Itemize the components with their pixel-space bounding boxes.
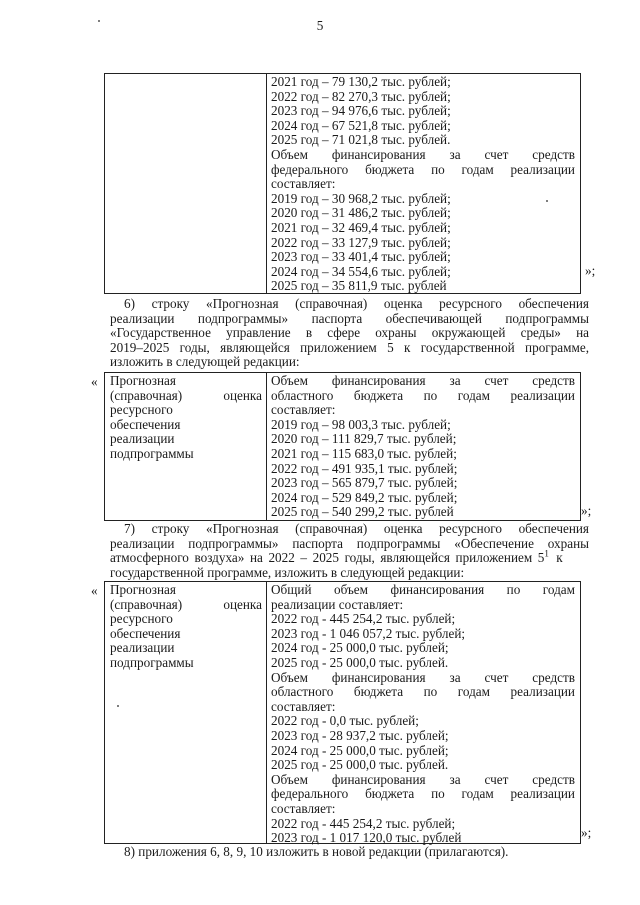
- paragraph-6: [110, 297, 589, 370]
- table-2-open-quote: «: [91, 374, 98, 389]
- table-2-line: 2024 год – 529 849,2 тыс. рублей;: [271, 489, 458, 505]
- table-2-close-quote: »;: [581, 503, 592, 518]
- table-2-line: Объем финансирования за счет средств: [271, 373, 575, 388]
- table-3-line: Объем финансирования за счет средств: [271, 771, 575, 787]
- paragraph-6-line: изложить в следующей редакции:: [110, 354, 300, 370]
- table-2-line: 2021 год – 115 683,0 тыс. рублей;: [271, 445, 457, 461]
- paragraph-7-line: атмосферного воздуха» на 2022 – 2025 годы, являющейся приложением 5: [110, 550, 545, 566]
- table-1-line: 2024 год – 34 554,6 тыс. рублей;: [271, 263, 451, 279]
- table-3-left-line: обеспечения: [110, 625, 181, 641]
- table-2: [104, 372, 581, 521]
- table-1-line: 2022 год – 82 270,3 тыс. рублей;: [271, 88, 451, 104]
- table-2-left-line: реализации: [110, 431, 175, 447]
- table-3-line: 2023 год - 1 046 057,2 тыс. рублей;: [271, 625, 466, 641]
- table-1-line: 2024 год – 67 521,8 тыс. рублей;: [271, 117, 451, 133]
- table-2-left-line: подпрограммы: [110, 445, 194, 461]
- scan-speck: [98, 20, 100, 22]
- paragraph-6-line: реализации подпрограммы» паспорта обеспечивающей подпрограммы: [110, 310, 589, 326]
- table-3-line: 2022 год - 445 254,2 тыс. рублей;: [271, 815, 456, 831]
- table-1: [104, 73, 581, 294]
- table-1-line: 2019 год – 30 968,2 тыс. рублей;: [271, 190, 451, 206]
- table-1-line: 2022 год – 33 127,9 тыс. рублей;: [271, 234, 451, 250]
- table-3-line: 2025 год - 25 000,0 тыс. рублей.: [271, 654, 449, 670]
- scan-speck: [117, 705, 119, 707]
- table-3-line: областного бюджета по годам реализации: [271, 684, 575, 700]
- table-2-left-line: ресурсного: [110, 402, 173, 418]
- table-2-left-cell: [105, 373, 267, 520]
- table-3-line: федерального бюджета по годам реализации: [271, 786, 575, 802]
- table-3: [104, 581, 581, 844]
- table-3-left-line: подпрограммы: [110, 654, 194, 670]
- table-1-left-cell: [105, 74, 267, 293]
- paragraph-8-line: 8) приложения 6, 8, 9, 10 изложить в новой редакции (прилагаются).: [124, 844, 509, 859]
- table-3-line: 2024 год - 25 000,0 тыс. рублей;: [271, 742, 449, 758]
- table-2-line: 2025 год – 540 299,2 тыс. рублей: [271, 504, 454, 520]
- table-2-line: 2023 год – 565 879,7 тыс. рублей;: [271, 475, 458, 491]
- table-3-close-quote: »;: [581, 825, 592, 840]
- table-3-line: составляет:: [271, 698, 336, 714]
- superscript: 1: [544, 548, 549, 559]
- paragraph-7-line: 7) строку «Прогнозная (справочная) оценка ресурсного обеспечения: [124, 521, 589, 536]
- table-3-open-quote: «: [91, 583, 98, 598]
- paragraph-8: [110, 845, 589, 860]
- table-2-right-cell: [267, 373, 579, 520]
- paragraph-7-line-with-sup: [110, 548, 589, 566]
- paragraph-7-tail: к: [552, 550, 563, 566]
- table-3-line: Объем финансирования за счет средств: [271, 669, 575, 685]
- paragraph-6-line: «Государственное управление в сфере охраны окружающей среды» на: [110, 325, 589, 341]
- scan-speck: [546, 200, 548, 202]
- table-3-line: составляет:: [271, 800, 336, 816]
- page-number: 5: [316, 18, 324, 33]
- table-2-line: 2019 год – 98 003,3 тыс. рублей;: [271, 416, 451, 432]
- table-1-line: 2025 год – 71 021,8 тыс. рублей.: [271, 132, 451, 148]
- table-1-line: 2021 год – 32 469,4 тыс. рублей;: [271, 219, 451, 235]
- table-3-line: 2023 год - 28 937,2 тыс. рублей;: [271, 727, 449, 743]
- paragraph-7-line: реализации подпрограммы» паспорта подпрограммы «Обеспечение охраны: [110, 535, 589, 551]
- table-3-line: 2024 год - 25 000,0 тыс. рублей;: [271, 640, 449, 656]
- table-1-line: 2021 год – 79 130,2 тыс. рублей;: [271, 74, 451, 89]
- table-1-line: 2025 год – 35 811,9 тыс. рублей: [271, 278, 447, 294]
- table-3-left-line: Прогнозная: [110, 582, 176, 597]
- table-3-line: 2025 год - 25 000,0 тыс. рублей.: [271, 757, 449, 773]
- table-3-left-cell: [105, 582, 267, 843]
- table-1-line: 2023 год – 33 401,4 тыс. рублей;: [271, 249, 451, 265]
- table-1-line: Объем финансирования за счет средств: [271, 146, 575, 162]
- table-2-line: областного бюджета по годам реализации: [271, 387, 575, 403]
- table-3-line: 2022 год - 0,0 тыс. рублей;: [271, 713, 419, 729]
- table-3-right-cell: [267, 582, 579, 846]
- table-2-left-line: (справочная) оценка: [110, 387, 262, 403]
- paragraph-6-line: 2019–2025 годы, являющейся приложением 5 к государственной программе,: [110, 339, 589, 355]
- table-2-left-line: Прогнозная: [110, 373, 176, 388]
- table-1-line: федерального бюджета по годам реализации: [271, 161, 575, 177]
- table-3-line: Общий объем финансирования по годам: [271, 582, 575, 597]
- table-1-line: 2023 год – 94 976,6 тыс. рублей;: [271, 103, 451, 119]
- table-3-left-line: (справочная) оценка: [110, 596, 262, 612]
- paragraph-7-line: государственной программе, изложить в следующей редакции:: [110, 564, 465, 580]
- table-1-right-cell: [267, 74, 579, 293]
- table-2-left-line: обеспечения: [110, 416, 181, 432]
- table-3-left-line: ресурсного: [110, 611, 173, 627]
- table-3-line: 2022 год - 445 254,2 тыс. рублей;: [271, 611, 456, 627]
- table-2-line: составляет:: [271, 402, 336, 418]
- table-3-left-line: реализации: [110, 640, 175, 656]
- table-2-line: 2020 год – 111 829,7 тыс. рублей;: [271, 431, 457, 447]
- table-1-line: 2020 год – 31 486,2 тыс. рублей;: [271, 205, 451, 221]
- table-1-close-quote: »;: [585, 263, 596, 278]
- paragraph-6-line: 6) строку «Прогнозная (справочная) оценка ресурсного обеспечения: [124, 296, 589, 311]
- table-1-line: составляет:: [271, 176, 336, 192]
- table-3-line: реализации составляет:: [271, 596, 404, 612]
- table-2-line: 2022 год – 491 935,1 тыс. рублей;: [271, 460, 458, 476]
- paragraph-7: [110, 522, 589, 580]
- table-3-line: 2023 год - 1 017 120,0 тыс. рублей: [271, 830, 462, 846]
